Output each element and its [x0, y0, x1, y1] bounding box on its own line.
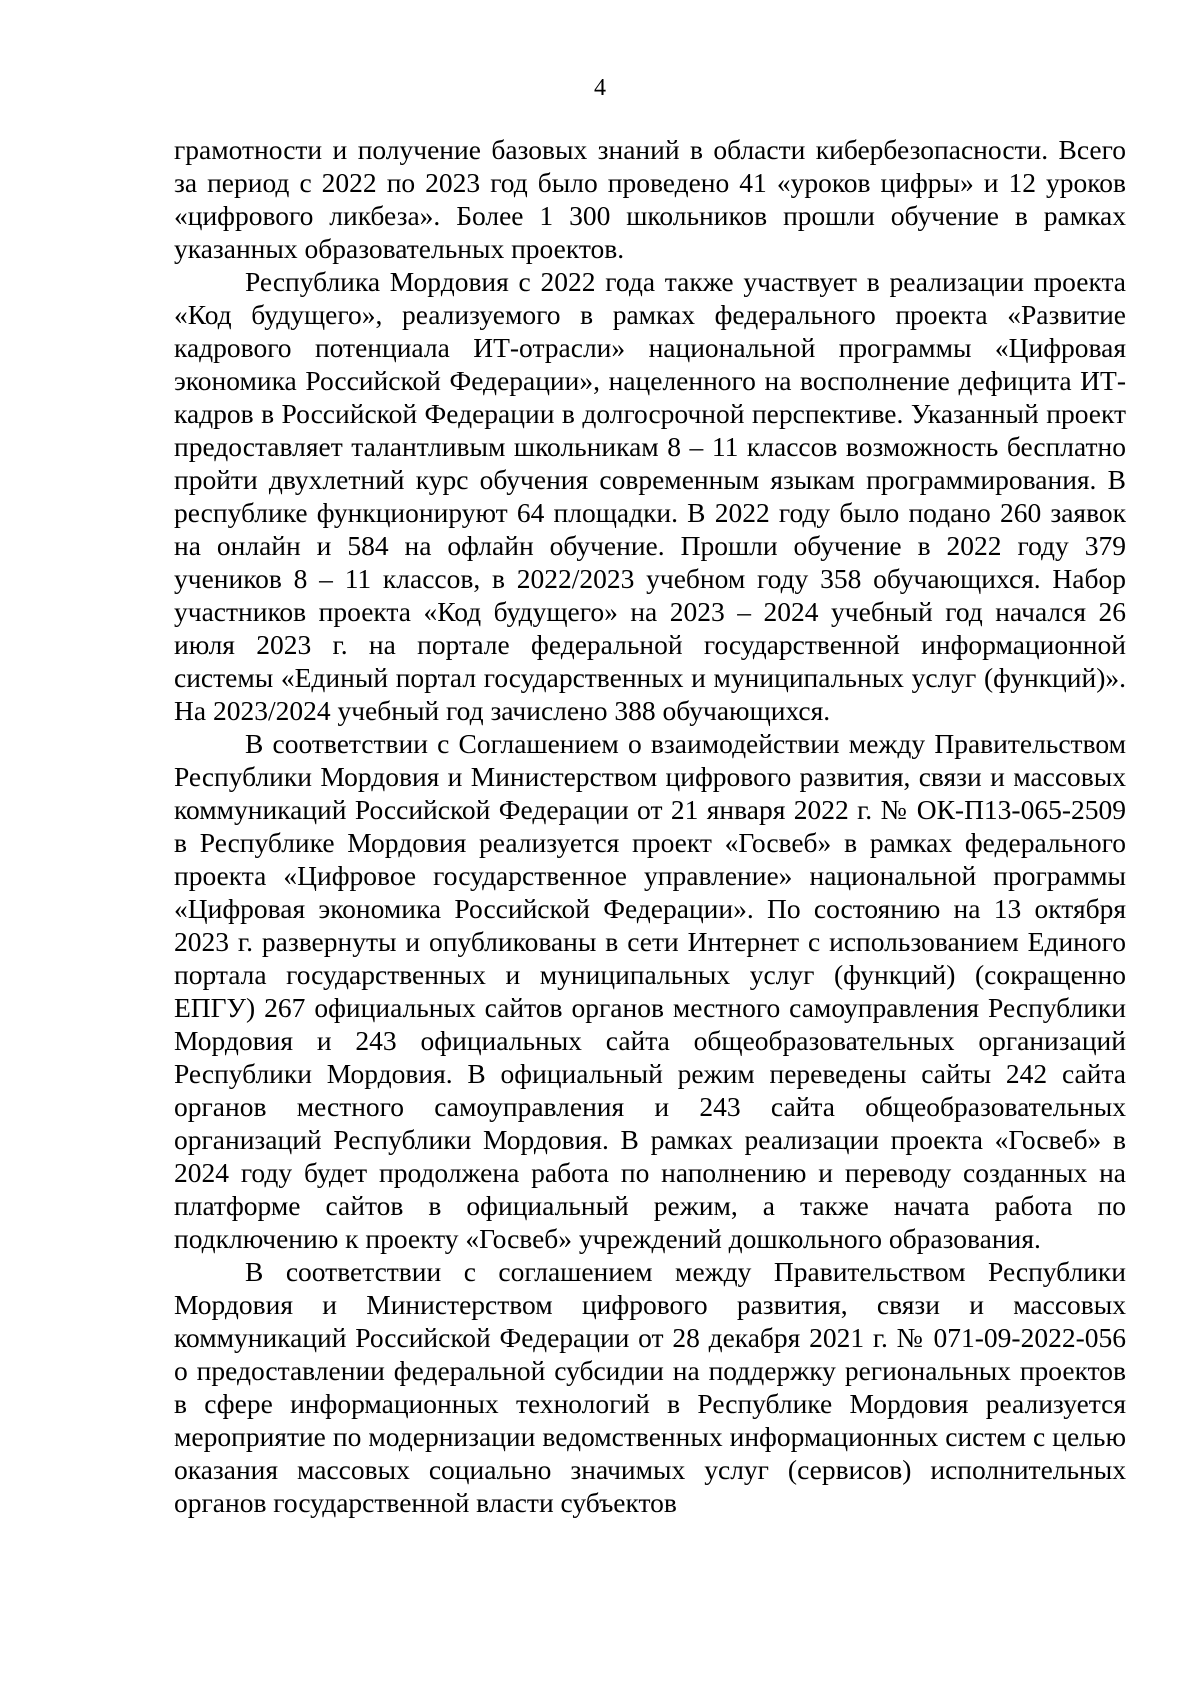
- paragraph-kod-budushchego: Республика Мордовия с 2022 года также участвует в реализации проекта «Код будущего», реализуемого в рамках федерального проекта «Развитие кадрового потенциала ИТ-отрасли» национальной программы «Цифровая экономика Российской Федерации», нацеленного на восполнение дефицита ИТ-кадров в Российской Федерации в долгосрочной перспективе. Указанный проект предоставляет талантливым школьникам 8 – 11 классов возможность бесплатно пройти двухлетний курс обучения современным языкам программирования. В республике функционируют 64 площадки. В 2022 году было подано 260 заявок на онлайн и 584 на офлайн обучение. Прошли обучение в 2022 году 379 учеников 8 – 11 классов, в 2022/2023 учебном году 358 обучающихся. Набор участников проекта «Код будущего» на 2023 – 2024 учебный год начался 26 июля 2023 г. на портале федеральной государственной информационной системы «Единый портал государственных и муниципальных услуг (функций)». На 2023/2024 учебный год зачислено 388 обучающихся.: [174, 266, 1126, 726]
- paragraph-subsidy-agreement: В соответствии с соглашением между Правительством Республики Мордовия и Министерством цифрового развития, связи и массовых коммуникаций Российской Федерации от 28 декабря 2021 г. № 071-09-2022-056 о предоставлении федеральной субсидии на поддержку региональных проектов в сфере информационных технологий в Республике Мордовия реализуется мероприятие по модернизации ведомственных информационных систем с целью оказания массовых социально значимых услуг (сервисов) исполнительных органов государственной власти субъектов: [174, 1256, 1126, 1518]
- document-body: [174, 133, 1126, 1519]
- paragraph-continuation: грамотности и получение базовых знаний в области кибербезопасности. Всего за период с 2022 по 2023 год было проведено 41 «уроков цифры» и 12 уроков «цифрового ликбеза». Более 1 300 школьников прошли обучение в рамках указанных образовательных проектов.: [174, 134, 1126, 264]
- paragraph-gosveb: В соответствии с Соглашением о взаимодействии между Правительством Республики Мордовия и Министерством цифрового развития, связи и массовых коммуникаций Российской Федерации от 21 января 2022 г. № ОК-П13-065-2509 в Республике Мордовия реализуется проект «Госвеб» в рамках федерального проекта «Цифровое государственное управление» национальной программы «Цифровая экономика Российской Федерации». По состоянию на 13 октября 2023 г. развернуты и опубликованы в сети Интернет с использованием Единого портала государственных и муниципальных услуг (функций) (сокращенно ЕПГУ) 267 официальных сайтов органов местного самоуправления Республики Мордовия и 243 официальных сайта общеобразовательных организаций Республики Мордовия. В официальный режим переведены сайты 242 сайта органов местного самоуправления и 243 сайта общеобразовательных организаций Республики Мордовия. В рамках реализации проекта «Госвеб» в 2024 году будет продолжена работа по наполнению и переводу созданных на платформе сайтов в официальный режим, а также начата работа по подключению к проекту «Госвеб» учреждений дошкольного образования.: [174, 728, 1126, 1254]
- page-number: 4: [594, 75, 606, 101]
